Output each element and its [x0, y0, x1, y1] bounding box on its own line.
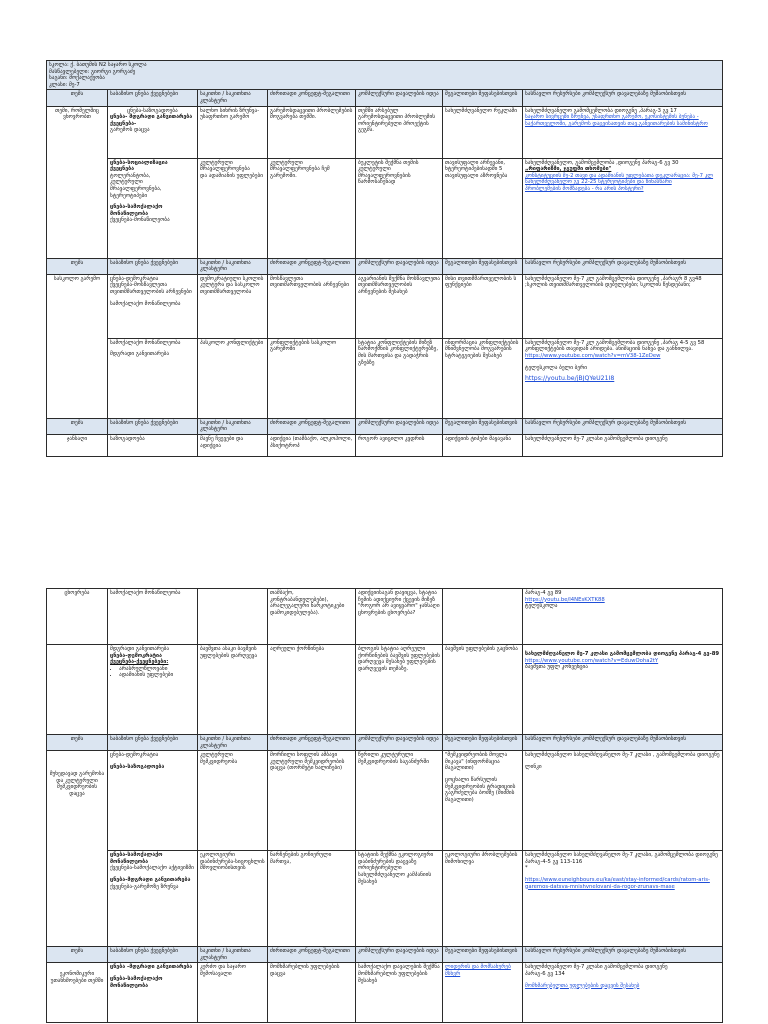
resource-link[interactable]: საჯარო სივრცეში ზრუნვა, უსაფრთხო გარემო, ეკოსისტემის ბუნება - საქართველოში, გარემოს დაცვისათვის თავ.განვითარების სამინისტრო: [525, 114, 708, 127]
topic-cell: თემი, რომელშიც ვხოვრობთ: [47, 106, 108, 258]
issue-cell: კულტურული მემკვიდრეობა: [198, 751, 268, 851]
key-concept-cell: კულტურული მრავალფეროვნება ჩემ გარემოში.: [268, 158, 356, 258]
resource-link[interactable]: https://youtu.be/I4NEsKXTK88: [525, 596, 605, 603]
topic-cell: სასკოლო გარემო: [47, 274, 108, 418]
resource-link[interactable]: მომხმარებელთა უფლებების დაცვის შესახებ: [525, 982, 640, 989]
header-task-idea: კომპლექსური დავალების იდეა: [356, 90, 443, 106]
concept-cell: ცნება -მდგრადი განვითარება ცნება-სამოქალაქო მონაწილეობა: [108, 963, 198, 1023]
assessment-cell: თავისუფალი არჩევანი, ხტერეოტიპებისადმი 5 თავისუფალი აზროვნება: [443, 158, 523, 258]
resource-link[interactable]: კონსტიტუციის მე-2 თავი და ადამიანის უფლებათა დეკლარაცია: მე-7 კლ სახელმძღვანელო გვ 22-25 სტერეოტიპები და წინასწარი: [525, 172, 714, 186]
issue-cell: პასკოლო კონფლიქტები: [198, 338, 268, 418]
resource-link[interactable]: ლიდერის და მომსახურებ მსხვრ: [445, 964, 511, 977]
column-header-row: თემა საბაზისო ცნება ქვეცნებები საკითხი / საკითხთა კლასტერი ძირითადი კონცეფტ-შეგალითი კომპლექსური დავალების იდეა შეგალითები შეფასებისთვის სასწავლო რესურსები კომპლექსურ დავალებაზე მუშაობისთვის: [47, 418, 723, 434]
task-idea-cell: როგორ ავიცილო კვდრის: [356, 434, 443, 456]
concept-cell: სამოქალაქო მონაწილეობა: [108, 589, 198, 645]
header-concept: საბაზისო ცნება ქვეცნებები: [108, 90, 198, 106]
resources-cell: სახელმძღვანელო მე-7 კლასი გამომცემლობა დიოგენე პარაგ-4 გვ-89 https://www.youtube.com/watch?v=EduwOoha2tY ბავშვთა უფლ კონვენცია: [523, 645, 723, 735]
teacher-line: მასწავლებელი: გიორგი გორგაძე: [49, 68, 136, 75]
resource-link[interactable]: პრობლემების მომზადება - რა არის პოსტერი?: [525, 185, 644, 192]
resource-link[interactable]: https://www.euneighbours.eu/ka/east/stay-informed/cards/ratom-aris-garemos-datsva-mnishvnelovani-da-rogor-zrunavs-mase: [525, 876, 710, 890]
resources-cell: სახელმძღვანელო მე-7 კლ გამომცემლობა დიოგენე ,პარაგ 4-5 გვ 58 კონფლიქტების თავიდან არიდება. ანიმაციის ნახვა და განხილვა. https://www.youtube.com/watch?v=mV38-1ZeDew ტელესკოლა ბელი ბერი https://youtu.be/jBJQYeU21I8: [523, 338, 723, 418]
task-idea-cell: აგვარიანის შექმნა მოსწავლეთა თვითმმართველობის არჩევნების შესახებ: [356, 274, 443, 338]
concept-cell: ცნება-დემოკრატია ქვეცნება-მოსწავლეთა თვითმმართველობის არჩევნები სამოქალაქო მონაწილეობა: [108, 274, 198, 338]
column-header-row: თემა საბაზისო ცნება ქვეცნებები საკითხი / საკითხთა კლასტერი ძირითადი კონცეფტ-შეგალითი კომპლექსური დავალების იდეა შეგალითები შეფასებისთვის სასწავლო რესურსები კომპლექსურ დავალებაზე მუშაობისთვის: [47, 947, 723, 963]
concept-cell: მდგრადი განვითარება ცნება-დემოკრატია ქვეცნება-ქვეცნებები: • არასრულწლოვანი • ადამიანის უფლებები: [108, 645, 198, 735]
assessment-cell: ინფორმაცია კონფლიქტების მნიშვნელობა მოგვარების სტრატეგიების შესახებ: [443, 338, 523, 418]
key-concept-cell: თამბაქო, კონტრაბანდულებები), არალეგალური ნარკოტიკები დამოკიდებულება).: [268, 589, 356, 645]
grade-line: კლასი: მე-7: [49, 81, 80, 88]
header-assessment: შეგალითები შეფასებისთვის: [443, 90, 523, 106]
concept-cell: საზოგადოება: [108, 434, 198, 456]
task-idea-cell: სტატიის შექმნა ეკოლოგიური დაბინძურების დაცვაზე ორიენტირებული სახელმძღვანელო კამპანიის შესახებ: [356, 851, 443, 947]
table-row: [47, 963, 723, 1023]
table-row: [47, 106, 723, 158]
resources-cell: სახელმძღვანელო მე-7 კლასი გამომცემლობა დიოგენე პარაგ-6 გვ 134 მომხმარებელთა უფლებების დაცვის შესახებ: [523, 963, 723, 1023]
issue-cell: კერძო და საჯარო შემოსავალი: [198, 963, 268, 1023]
assessment-cell: "მემკვიდრეობის მოვლა მიკავა" (ინფორმაცია მაგალითი) ცოცხალი წარსულის მემკვიდრეობის ტრადიციის გაგრძელება ბოძმე (მიძმის მაგალითი): [443, 751, 523, 851]
assessment-cell: [443, 963, 523, 1023]
key-concept-cell: ნარჩენების გოჩიერული მართვა,: [268, 851, 356, 947]
issue-cell: მავნე ჩვევები და ადიქცია: [198, 434, 268, 456]
key-concept-cell: გარემოსდაცვითი პრობლემების მოგვარება თემში.: [268, 106, 356, 158]
task-idea-cell: ბუკლეტის შექმნა თემის კულტურული მრავალფეროვნების წარმოსაჩენად: [356, 158, 443, 258]
assessment-cell: ეკოლოგიური პრობლემების მიმოხილვა: [443, 851, 523, 947]
topic-cell: მუხედავად გარემოსა და კულტურული მემკვიდრეობის დაცვა: [47, 751, 108, 947]
task-idea-cell: სამოქალაქო დავალების შექმნა მომხმარებლის უფლებების შესახებ: [356, 963, 443, 1023]
table-row: [47, 274, 723, 338]
assessment-cell: ბავშვის უფლებების გაცნობა: [443, 645, 523, 735]
assessment-cell: [443, 589, 523, 645]
key-concept-cell: ადიქცია (თამბაქო, ალკოჰოლი, პსიქოტროპ: [268, 434, 356, 456]
topic-cell: ჯანსაღი: [47, 434, 108, 456]
key-concept-cell: კონფლიქტების სასკოლო გარემოში: [268, 338, 356, 418]
lesson-plan-table-1: [46, 60, 723, 457]
list-item: • ადამიანის უფლებები: [119, 672, 195, 679]
resources-cell: სახელმძღვანელო სახელმძღვანელო მე-7 კლასი , გამომცემლობა დიოგენე ლინკი: [523, 751, 723, 851]
resource-link[interactable]: https://www.youtube.com/watch?v=EduwOoha2tY: [525, 657, 659, 664]
table-row: [47, 851, 723, 947]
table-row: [47, 645, 723, 735]
concept-cell: ცნება-სოციალიზაცია ქვეცნება ტოლერანტობა, კულტურული მრავალფეროვნება, სტერეოტიპები ცნება-სამოქალაქო მონაწილეობა ქვეცნება-მონაწილეობა: [108, 158, 198, 258]
header-issue: საკითხი / საკითხთა კლასტერი: [198, 90, 268, 106]
table-row: [47, 751, 723, 851]
resource-link[interactable]: https://youtu.be/jBJQYeU21I8: [525, 375, 615, 383]
assessment-cell: ადიქციის ტიპები მაყავანა: [443, 434, 523, 456]
concept-cell: ცნება-დემოკრატია ცნება-საზოგადოება: [108, 751, 198, 851]
task-idea-cell: ბლოგის სტატია აღრეული ქორწინების ბავშვის უფლებების დარღვევა შესახებ უფლებების დარღვევის თემაზე.: [356, 645, 443, 735]
key-concept-cell: აღრეული ქორწინება: [268, 645, 356, 735]
task-idea-cell: წერილი კულტურული მემკვიდრეობის საგანძურში: [356, 751, 443, 851]
task-idea-cell: თემში არსებულ გარემოსდაცვითი პრობლემის ორიენტირებული პროექტის გეგმა.: [356, 106, 443, 158]
issue-cell: ეკოლოგიური დაბინძურება-სიცოცხლის მმოვლიობისთვის: [198, 851, 268, 947]
resources-cell: სახელმძღვანელო სახელმძღვანელო მე-7 კლასი, გამომცემლობა დიოგენე პარაგ-4-5 გვ 113-116 * https://www.euneighbours.eu/ka/east/stay-informed/cards/ratom-aris-garemos-datsva-mnishvnelovani-da-rogor-zrunavs-mase: [523, 851, 723, 947]
subject-line: საგანი: მოქალაქეობა: [49, 75, 105, 82]
plan-header-info: [47, 61, 723, 90]
column-header-row: თემა საბაზისო ცნება ქვეცნებები საკითხი / საკითხთა კლასტერი ძირითადი კონცეფტ-შეგალითი კომპლექსური დავალების იდეა შეგალითები შეფასებისთვის სასწავლო რესურსები კომპლექსურ დავალებაზე მუშაობისთვის: [47, 735, 723, 751]
topic-cell: ცხოვრება: [47, 589, 108, 645]
school-line: სკოლა: ქ. ბათუმის N2 საჯარო სკოლა: [49, 62, 147, 68]
resources-cell: სახელმძღვანელო მე-7 კლ გამომცემლობა დიოგენე ,პარაგრ 8 გვ48 ;სკოლის თვითმმართველობის დებულებები; სკოლის წესდებანი;: [523, 274, 723, 338]
page-1: [46, 60, 722, 457]
page-2: [46, 588, 722, 1023]
info-row: [47, 61, 723, 90]
assessment-cell: მისი თვითმმართველობის ს ფუნქციები: [443, 274, 523, 338]
key-concept-cell: მოსწავლეთა თვითმართველობის არჩევნები: [268, 274, 356, 338]
column-header-row: [47, 90, 723, 106]
issue-cell: დემოკრატიული სკოლის კულტურა და სასკოლო თვითმმართველობა: [198, 274, 268, 338]
header-resources: სასწავლო რესურსები კომპლექსურ დავალებაზე მუშაობისთვის: [523, 90, 723, 106]
concept-cell: სამოქალაქო მონაწილეობა მდგრადი განვითარება: [108, 338, 198, 418]
key-concept-cell: მომხმარებლის უფლებების დაცვა: [268, 963, 356, 1023]
issue-cell: კულტურული მრავალფეროვნება და ადამიანის უფლებები: [198, 158, 268, 258]
issue-cell: ბავშვთა ასაკი ბავშვის უფლებების დარღვევა: [198, 645, 268, 735]
key-concept-cell: მორჩილი სოფლის ამბავი კულტურული მემკვიდრეობის დაცვა (თორმეტი ხალიჩები): [268, 751, 356, 851]
resources-cell: პარაგ-4 გვ 89 https://youtu.be/I4NEsKXTK88 ტელესკოლა: [523, 589, 723, 645]
lesson-plan-table-2: [46, 588, 723, 1023]
topic-cell: [47, 645, 108, 735]
resources-cell: სახელმძღვანელო, გამომცემლობა ,დიოგენე პარაგ-6 გვ 30 „რიფარიზმი, ჯგუფში თხომები" კონსტიტუციის მე-2 თავი და ადამიანის უფლებათა დეკლარაცია: მე-7 კლ სახელმძღვანელო გვ 22-25 სტერეოტიპები და წინასწარი პრობლემების მომზადება - რა არის პოსტერი?: [523, 158, 723, 258]
list-item: • არასრულწლოვანი: [119, 666, 195, 673]
assessment-cell: სახელმძღვანელო რეკლამი: [443, 106, 523, 158]
table-row: [47, 589, 723, 645]
resource-link[interactable]: https://www.youtube.com/watch?v=mV38-1ZeDew: [525, 352, 661, 359]
issue-cell: ხალხო სიხრის ზრუნვა- უსაფრთხო გარემო: [198, 106, 268, 158]
table-row: [47, 158, 723, 258]
task-idea-cell: ადიქციისაგან დავიცვა, სტატია ჩემის ადიქციური ქცევის მიზეზ "როგორ არ ავიყვარო" ჯანსაღი ცხოვრების ცხოვრება?: [356, 589, 443, 645]
resources-cell: სახელმძღვანელო გამომცემლობა დიოგენე ,პარაგ-3 გვ 17 საჯარო სივრცეში ზრუნვა, უსაფრთხო გარემო, ეკოსისტემის ბუნება - საქართველოში, გარემოს დაცვისათვის თავ.განვითარების სამინისტრო: [523, 106, 723, 158]
header-topic: თემა: [47, 90, 108, 106]
header-key-concept: ძირითადი კონცეფტ-შეგალითი: [268, 90, 356, 106]
column-header-row: თემა საბაზისო ცნება ქვეცნებები საკითხი / საკითხთა კლასტერი ძირითადი კონცეფტ-შეგალითი კომპლექსური დავალების იდეა შეგალითები შეფასებისთვის სასწავლო რესურსები კომპლექსურ დავალებაზე მუშაობისთვის: [47, 258, 723, 274]
issue-cell: [198, 589, 268, 645]
resources-cell: სახელმძღვანელო მე-7 კლასი გამომცემლობა დიოგენე: [523, 434, 723, 456]
sub-concept-list: [110, 666, 195, 679]
task-idea-cell: სტატია კონფლიქტების მიზეზ წარმოქმნის კონფლიქტურებზე, მის მართვისა და გადაჭრის გზებზე: [356, 338, 443, 418]
topic-cell: ეკონომიკური უთანხმოებები თემში: [47, 963, 108, 1023]
table-row: [47, 338, 723, 418]
concept-cell: ცნება-საზოგადოება ცნება- მდგრადი განვითარება ქვეცნება- გარემოს დაცვა: [108, 106, 198, 158]
table-row: [47, 434, 723, 456]
concept-cell: ცნება-სამოქალაქო მონაწილეობა ქვეცნება-სამოქალაქო აქტივიზმი ცნება-მდგრადი განვითარება ქვეცნება-გარემოზე ზრუნვა: [108, 851, 198, 947]
